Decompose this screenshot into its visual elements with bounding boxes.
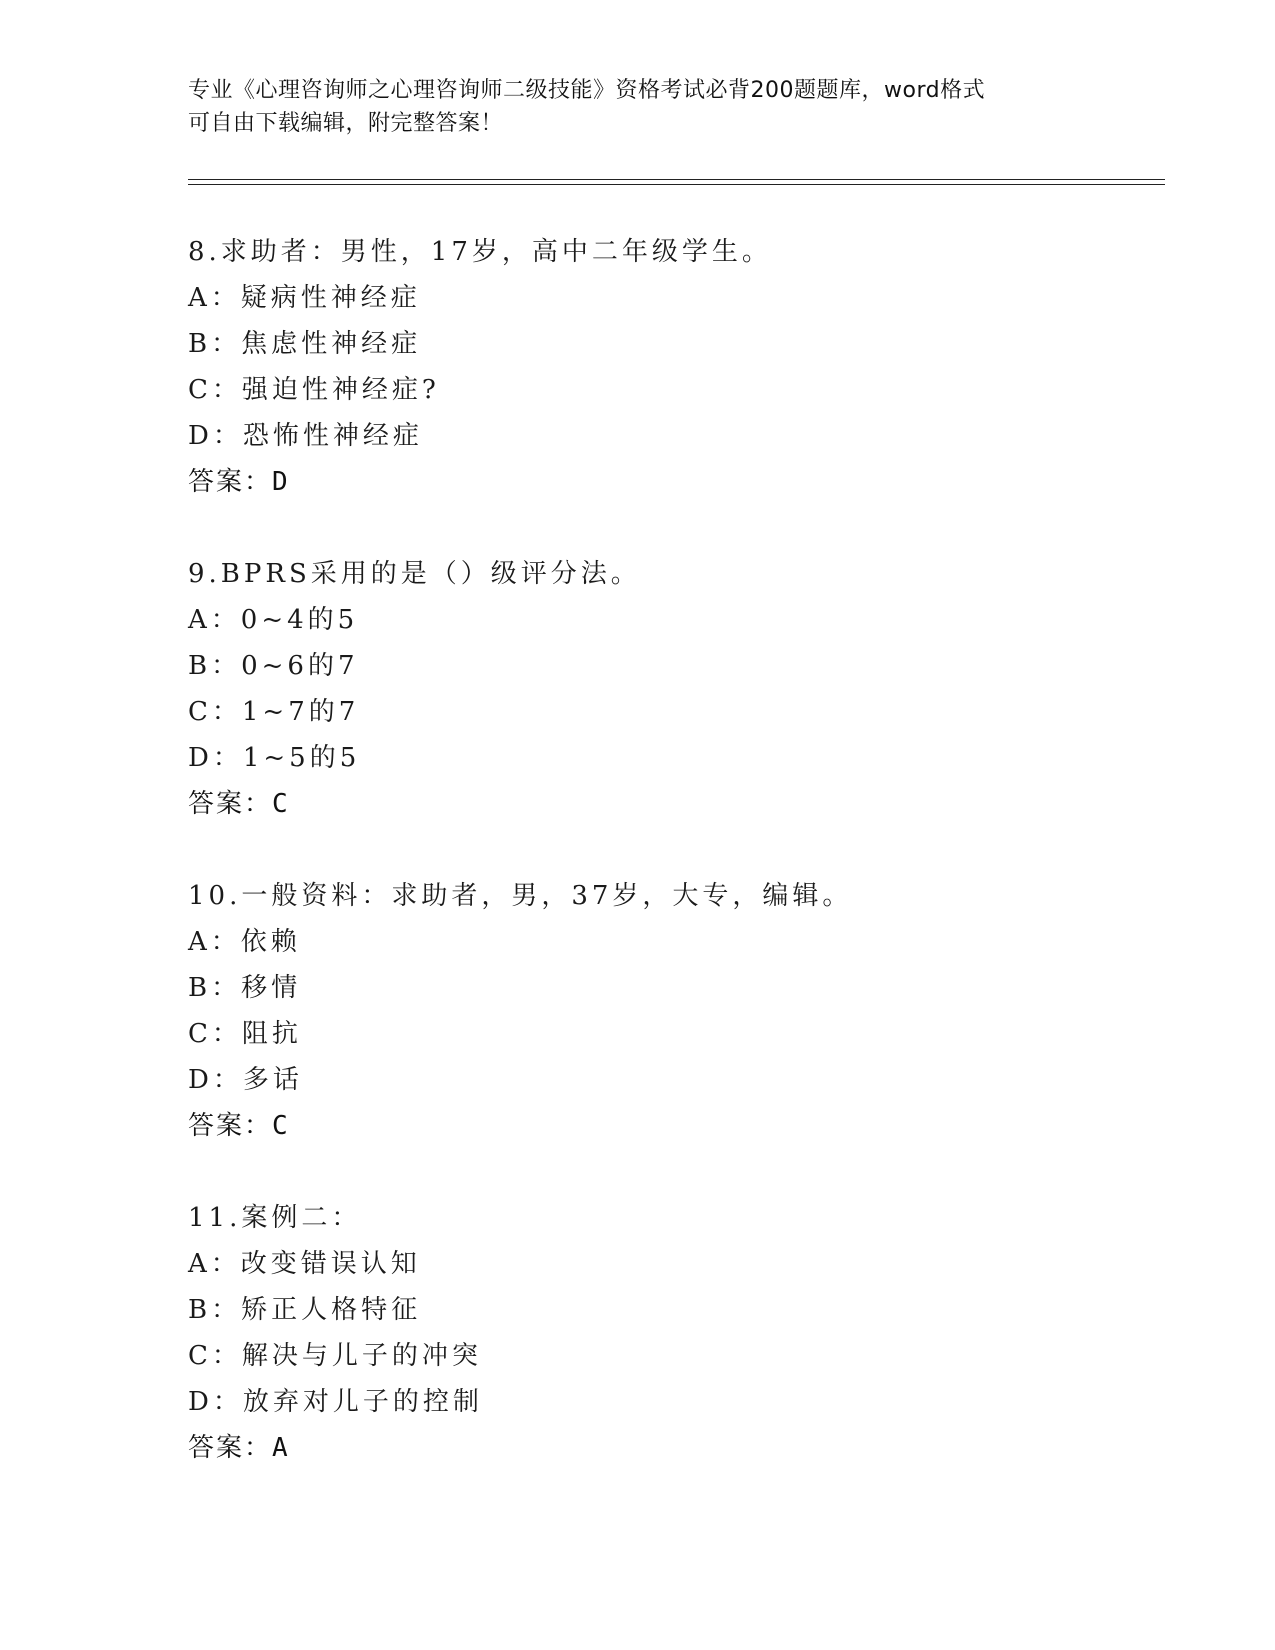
answer-value: A (272, 1433, 290, 1463)
option-b: B：矫正人格特征 (188, 1295, 422, 1325)
header-divider-top (188, 179, 1165, 180)
option-b: B：0~6的7 (188, 651, 359, 681)
question-stem: 9.BPRS采用的是（）级评分法。 (188, 559, 641, 589)
question-block-8 (188, 229, 1168, 505)
answer-label: 答案： (188, 789, 273, 819)
option-b: B：焦虑性神经症 (188, 329, 422, 359)
answer-label: 答案： (188, 1433, 273, 1463)
question-stem: 8.求助者：男性，17岁，高中二年级学生。 (188, 237, 772, 267)
option-a: A：依赖 (188, 927, 301, 957)
option-c: C：解决与儿子的冲突 (188, 1341, 482, 1371)
option-b: B：移情 (188, 973, 302, 1003)
header-divider-bottom (188, 184, 1165, 185)
option-a: A：疑病性神经症 (188, 283, 421, 313)
header-line-2: 可自由下载编辑，附完整答案！ (188, 111, 504, 136)
question-block-10 (188, 873, 1168, 1149)
option-d: D：1~5的5 (188, 743, 361, 773)
question-stem: 11.案例二： (188, 1203, 362, 1233)
answer-value: C (272, 789, 290, 819)
question-block-11 (188, 1195, 1168, 1471)
option-a: A：0~4的5 (188, 605, 359, 635)
answer-value: D (272, 467, 290, 497)
answer-line (188, 1425, 1168, 1471)
answer-line (188, 1103, 1168, 1149)
option-c: C：1~7的7 (188, 697, 360, 727)
answer-label: 答案： (188, 1111, 273, 1141)
option-d: D：多话 (188, 1065, 303, 1095)
question-block-9 (188, 551, 1168, 827)
answer-value: C (272, 1111, 290, 1141)
answer-line (188, 781, 1168, 827)
option-d: D：放弃对儿子的控制 (188, 1387, 483, 1417)
answer-line (188, 459, 1168, 505)
answer-label: 答案： (188, 467, 273, 497)
option-a: A：改变错误认知 (188, 1249, 421, 1279)
document-header (188, 74, 1088, 140)
header-line-1: 专业《心理咨询师之心理咨询师二级技能》资格考试必背200题题库，word格式 (188, 78, 986, 103)
option-c: C：强迫性神经症? (188, 375, 440, 405)
question-stem: 10.一般资料：求助者，男，37岁，大专，编辑。 (188, 881, 853, 911)
option-c: C：阻抗 (188, 1019, 302, 1049)
option-d: D：恐怖性神经症 (188, 421, 423, 451)
